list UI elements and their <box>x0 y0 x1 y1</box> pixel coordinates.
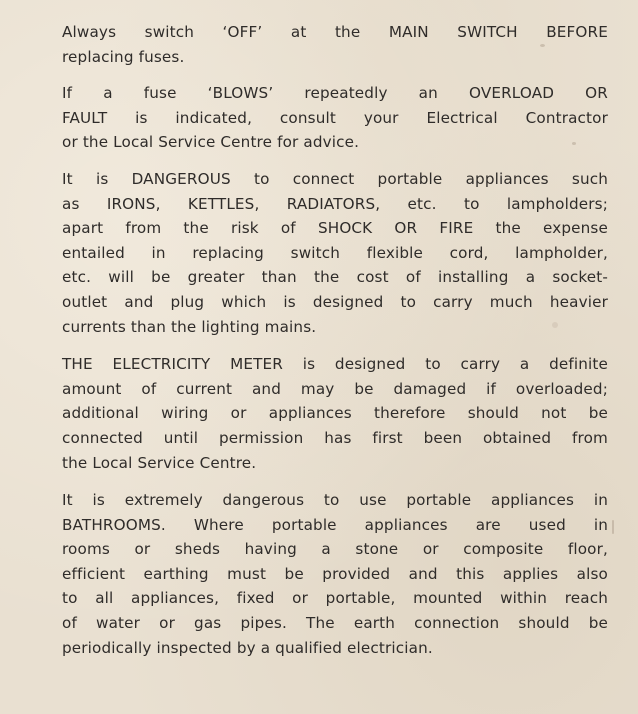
paper-speck <box>540 44 545 47</box>
text-line: Always switch ‘OFF’ at the MAIN SWITCH BEFORE <box>62 23 608 41</box>
text-line: apart from the risk of SHOCK OR FIRE the expense <box>62 219 608 238</box>
text-line: to all appliances, fixed or portable, mounted within reach <box>62 589 608 608</box>
text-line: replacing fuses. <box>62 47 185 66</box>
text-line: FAULT is indicated, consult your Electrical Contractor <box>62 108 608 127</box>
text-line: outlet and plug which is designed to carry much heavier <box>62 292 608 311</box>
paper-speck <box>612 520 614 534</box>
paragraph-main-switch <box>62 20 608 69</box>
text-line: THE ELECTRICITY METER is designed to carry a definite <box>62 355 608 374</box>
text-line: etc. will be greater than the cost of installing a socket- <box>62 268 608 287</box>
paragraph-bathrooms <box>62 488 608 660</box>
text-line: It is extremely dangerous to use portable appliances in <box>62 491 608 510</box>
text-line: the Local Service Centre. <box>62 453 257 472</box>
paragraph-spacer <box>62 155 608 167</box>
text-line: of water or gas pipes. The earth connection should be <box>62 614 608 633</box>
text-line: rooms or sheds having a stone or composite floor, <box>62 540 608 559</box>
text-line: efficient earthing must be provided and this applies also <box>62 564 608 583</box>
paragraph-fuse-blows <box>62 81 608 155</box>
text-line: amount of current and may be damaged if overloaded; <box>62 379 608 398</box>
text-line: as IRONS, KETTLES, RADIATORS, etc. to lampholders; <box>62 194 608 213</box>
text-line: entailed in replacing switch flexible cord, lampholder, <box>62 243 608 262</box>
paper-speck <box>572 142 576 145</box>
paragraph-spacer <box>62 475 608 488</box>
text-line: or the Local Service Centre for advice. <box>62 133 360 152</box>
text-line: If a fuse ‘BLOWS’ repeatedly an OVERLOAD OR <box>62 84 608 103</box>
text-line: BATHROOMS. Where portable appliances are used in <box>62 515 608 534</box>
paragraph-spacer <box>62 69 608 81</box>
paragraph-portable-appliances <box>62 167 608 339</box>
paragraph-electricity-meter <box>62 352 608 475</box>
text-line: periodically inspected by a qualified electrician. <box>62 638 433 657</box>
paragraph-spacer <box>62 339 608 352</box>
text-line: currents than the lighting mains. <box>62 317 317 336</box>
text-line: connected until permission has first been obtained from <box>62 428 608 447</box>
paper-speck <box>552 322 558 328</box>
text-line: It is DANGEROUS to connect portable appliances such <box>62 169 608 188</box>
text-line: additional wiring or appliances therefore should not be <box>62 404 608 423</box>
